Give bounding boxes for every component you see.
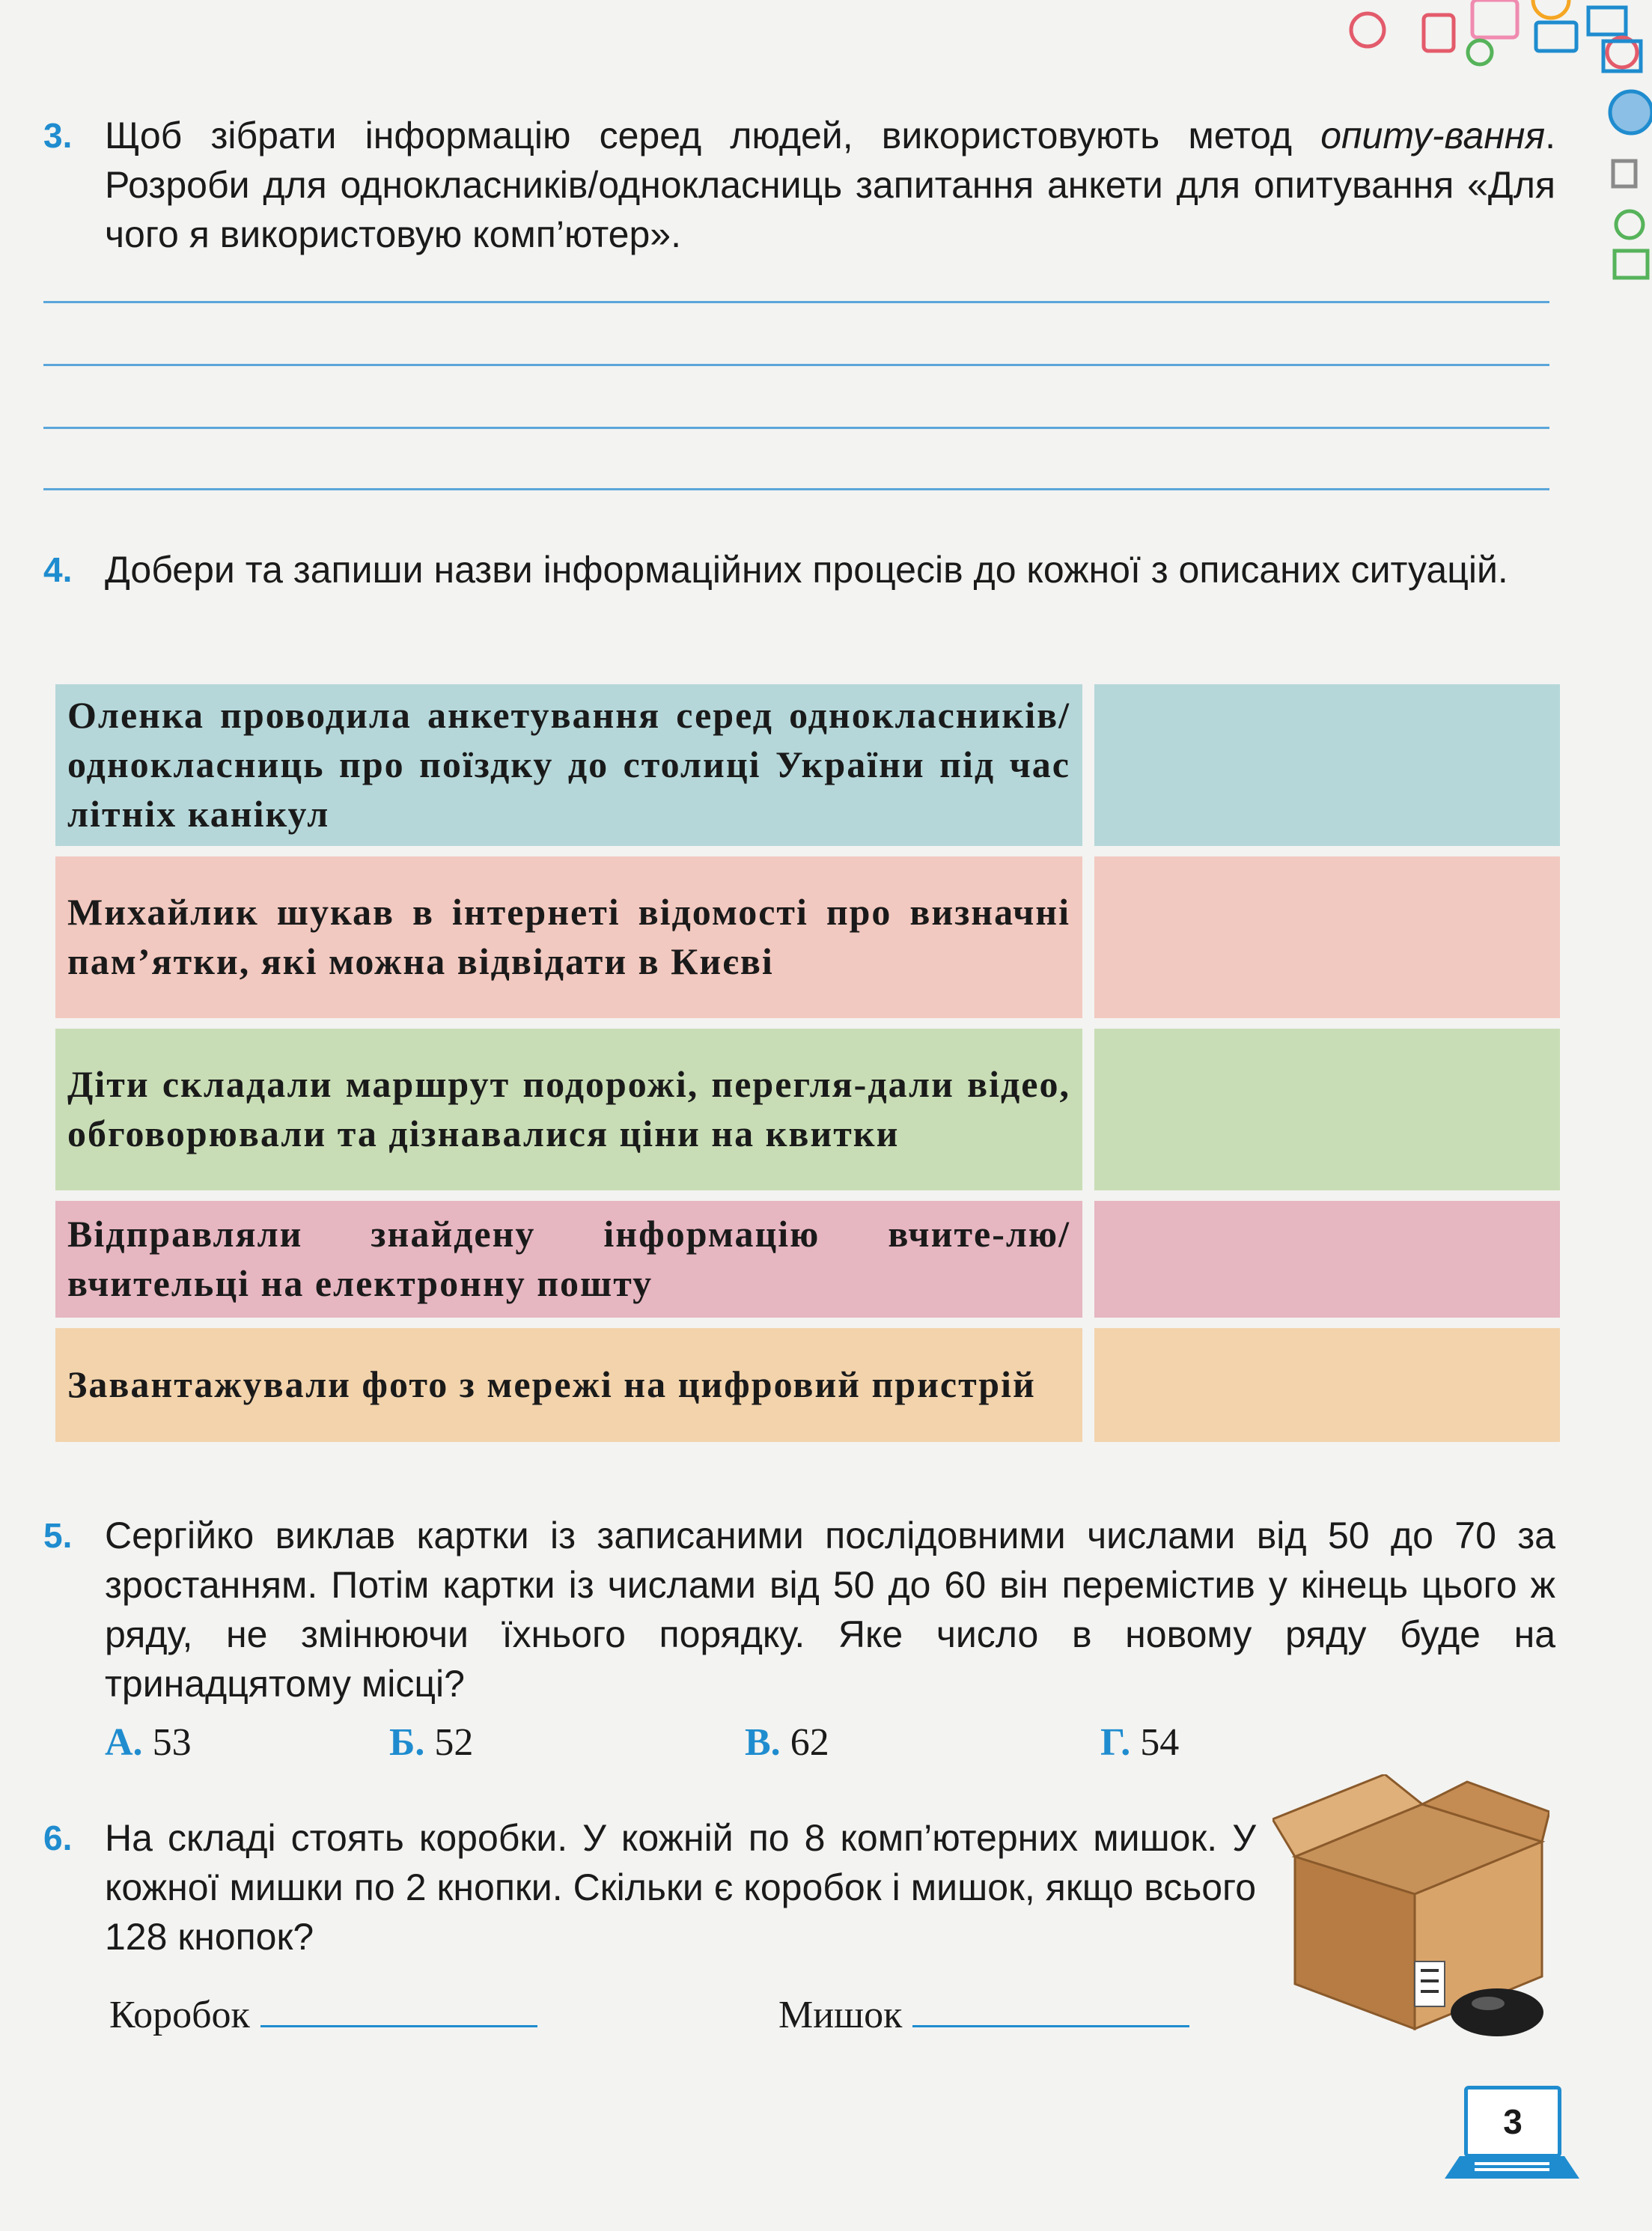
mice-label: Мишок <box>778 1994 903 2036</box>
page-number: 3 <box>1464 2086 1561 2158</box>
answer-line[interactable] <box>43 427 1549 429</box>
task-4 <box>43 545 1555 594</box>
option-b[interactable]: Б. 52 <box>389 1721 474 1764</box>
phone-icon <box>1351 13 1384 46</box>
task-text: Сергійко виклав картки із записаними послідовними числами від 50 до 70 за зростанням. Потім картки із числами від 50 до 60 він перемістив у кінець цього ж ряду, не змінюючи їхнього порядку. Яке число в новому ряду буде на тринадцятому місці? <box>105 1515 1555 1705</box>
option-c[interactable]: В. 62 <box>745 1721 829 1764</box>
answer-cell[interactable] <box>1082 1328 1560 1442</box>
answer-cell[interactable] <box>1082 684 1560 846</box>
email-icon <box>1588 7 1626 34</box>
option-a[interactable]: А. 53 <box>105 1721 192 1764</box>
table-row <box>55 856 1560 1018</box>
answer-line[interactable] <box>43 301 1549 303</box>
gear-icon <box>1533 0 1569 18</box>
answer-cell[interactable] <box>1082 1029 1560 1190</box>
boxes-input[interactable] <box>260 1995 537 2027</box>
label-icon <box>1415 1961 1445 2006</box>
boxes-answer <box>109 1993 537 2037</box>
task-text: На складі стоять коробки. У кожній по 8 комп’ютерних мишок. У кожної мишки по 2 кнопки. Скільки є коробок і мишок, якщо всього 128 кнопок? <box>105 1817 1256 1958</box>
task-5 <box>43 1511 1555 1708</box>
task-number: 4. <box>43 550 73 589</box>
task-text: Щоб зібрати інформацію серед людей, використовують метод опиту-вання. Розроби для однокласників/однокласниць запитання анкети для опитування «Для чого я використовую комп’ютер». <box>105 115 1555 255</box>
monitor-icon <box>1615 251 1648 278</box>
laptop-icon <box>1445 2156 1579 2182</box>
clip-icon <box>1613 161 1636 186</box>
boxes-label: Коробок <box>109 1994 250 2036</box>
mice-answer <box>778 1993 1189 2037</box>
situation-text: Михайлик шукав в інтернеті відомості про визначні пам’ятки, які можна відвідати в Києві <box>55 856 1082 1018</box>
table-row <box>55 1029 1560 1190</box>
task-number: 5. <box>43 1516 73 1555</box>
calculator-icon <box>1472 0 1517 37</box>
situation-text: Оленка проводила анкетування серед однокласників/однокласниць про поїздку до столиці України під час літніх канікул <box>55 684 1082 846</box>
lock-icon <box>1424 15 1454 51</box>
laptop-icon <box>1536 22 1576 51</box>
answer-line[interactable] <box>43 488 1549 490</box>
cardboard-box-illustration <box>1272 1774 1549 2044</box>
answer-line[interactable] <box>43 364 1549 366</box>
table-row <box>55 1328 1560 1442</box>
globe-icon <box>1468 40 1492 64</box>
task-number: 6. <box>43 1818 73 1857</box>
table-row <box>55 684 1560 846</box>
answer-cell[interactable] <box>1082 856 1560 1018</box>
situations-table <box>55 674 1560 1452</box>
situation-text: Відправляли знайдену інформацію вчите-лю/вчительці на електронну пошту <box>55 1201 1082 1318</box>
mice-input[interactable] <box>912 1995 1189 2027</box>
situation-text: Діти складали маршрут подорожі, перегля-дали відео, обговорювали та дізнавалися ціни на квитки <box>55 1029 1082 1190</box>
task-3 <box>43 111 1555 259</box>
chat-icon <box>1610 91 1652 133</box>
option-d[interactable]: Г. 54 <box>1100 1721 1180 1764</box>
table-row <box>55 1201 1560 1318</box>
situation-text: Завантажували фото з мережі на цифровий пристрій <box>55 1328 1082 1442</box>
computer-mouse-icon <box>1451 1988 1543 2036</box>
answer-cell[interactable] <box>1082 1201 1560 1318</box>
task-text: Добери та запиши назви інформаційних процесів до кожної з описаних ситуацій. <box>105 549 1508 591</box>
task-number: 3. <box>43 116 73 155</box>
wifi-icon <box>1616 211 1643 238</box>
task-6 <box>43 1813 1256 1961</box>
